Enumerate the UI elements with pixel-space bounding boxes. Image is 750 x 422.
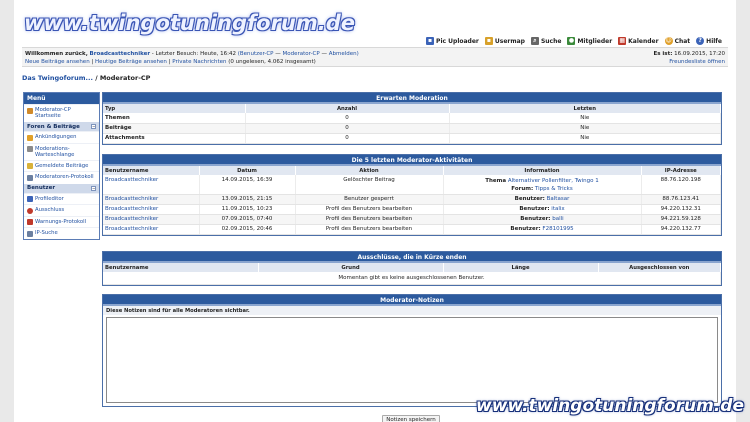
breadcrumb-root[interactable]: Das Twingoforum...	[22, 74, 93, 82]
username-link[interactable]: Broadcasttechniker	[89, 51, 151, 57]
table-row	[103, 272, 721, 284]
private-messages-link[interactable]: Private Nachrichten	[172, 59, 227, 65]
watermark-logo: www.twingotuningforum.de	[476, 396, 744, 416]
nav-chat[interactable]: ☺ Chat	[665, 37, 691, 45]
right-background-strip	[736, 0, 750, 422]
log-icon	[27, 175, 33, 181]
sidebar-item-ausschluss[interactable]: Ausschluss	[24, 204, 99, 216]
user-cp-link[interactable]: (Benutzer-CP	[237, 51, 274, 57]
table-row: Broadcasttechniker 02.09.2015, 20:46 Profil des Benutzers bearbeiten Benutzer: F28101995 94.220.132.77	[103, 224, 721, 234]
awaiting-moderation-table	[103, 104, 721, 144]
sidebar-item-ip-suche[interactable]: IP-Suche	[24, 227, 99, 239]
column-header: IP-Adresse	[641, 166, 721, 175]
moderator-cp-link[interactable]: Moderator-CP	[282, 51, 320, 57]
empty-message: Momentan gibt es keine ausgeschlossenen Benutzer.	[103, 272, 721, 284]
chat-icon: ☺	[665, 37, 672, 44]
calendar-icon: ▦	[619, 37, 625, 44]
page-title: Moderator-CP	[99, 74, 151, 82]
table-row: Broadcasttechniker 13.09.2015, 21:15 Benutzer gesperrt Benutzer: Baltasar 88.76.123.41	[103, 194, 721, 204]
username-link[interactable]: Broadcasttechniker	[105, 196, 159, 202]
report-icon	[27, 163, 33, 169]
table-row: Beiträge 0 Nie	[103, 123, 721, 133]
nav-suche[interactable]: ⌕ Suche	[531, 37, 562, 45]
user-link[interactable]: balli	[552, 216, 564, 222]
sidebar-item-startseite[interactable]: Moderator-CP Startseite	[24, 104, 99, 121]
current-time: Es ist: 16.09.2015, 17:20	[653, 51, 725, 57]
column-header: Information	[443, 166, 641, 175]
queue-icon	[27, 146, 33, 152]
sidebar-section-benutzer[interactable]: Benutzer −	[24, 183, 99, 193]
menu-title: Menü	[24, 93, 99, 104]
username-link[interactable]: Broadcasttechniker	[105, 226, 159, 232]
column-header: Anzahl	[245, 104, 449, 113]
panel-title: Ausschlüsse, die in Kürze enden	[103, 252, 721, 263]
welcome-line: Willkommen zurück, Broadcasttechniker - Letzter Besuch: Heute, 16:42 (Benutzer-CP — Moderator-CP — Abmelden)	[25, 51, 359, 57]
search-icon: ⌕	[531, 37, 539, 45]
user-info-bar	[22, 47, 728, 67]
collapse-icon[interactable]: −	[92, 185, 96, 191]
column-header: Letzten	[449, 104, 721, 113]
home-icon	[27, 108, 33, 114]
quick-links: Neue Beiträge ansehen | Heutige Beiträge ansehen | Private Nachrichten (0 ungelesen, 4.062 insgesamt)	[25, 59, 316, 65]
save-notes-button[interactable]: Notizen speichern	[382, 415, 440, 422]
column-header: Grund	[258, 263, 443, 272]
help-icon: ?	[696, 37, 704, 45]
users-icon: ●	[568, 37, 575, 44]
user-link[interactable]: Baltasar	[546, 196, 570, 202]
sidebar-item-warteschlange[interactable]: Moderations-Warteschlange	[24, 143, 99, 160]
top-navigation	[426, 37, 722, 45]
column-header: Benutzername	[103, 263, 258, 272]
panel-title: Erwarten Moderation	[103, 93, 721, 104]
user-link[interactable]: F28101995	[542, 226, 574, 232]
table-row: Broadcasttechniker 07.09.2015, 07:40 Profil des Benutzers bearbeiten Benutzer: balli 94.221.59.128	[103, 214, 721, 224]
logout-link[interactable]: Abmelden)	[328, 51, 359, 57]
panel-title: Moderator-Notizen	[103, 295, 721, 306]
nav-usermap[interactable]: ▪ Usermap	[486, 37, 525, 45]
bans-ending-table	[103, 263, 721, 285]
moderator-notes-panel	[102, 294, 722, 407]
username-link[interactable]: Broadcasttechniker	[105, 177, 159, 183]
moderator-activities-panel	[102, 154, 722, 236]
forum-link[interactable]: Tipps & Tricks	[534, 186, 573, 192]
column-header: Länge	[443, 263, 598, 272]
nav-mitglieder[interactable]: ● Mitglieder	[568, 37, 613, 45]
ip-search-icon	[27, 231, 33, 237]
table-row: Broadcasttechniker 11.09.2015, 10:23 Profil des Benutzers bearbeiten Benutzer: italix 94.220.132.31	[103, 204, 721, 214]
collapse-icon[interactable]: −	[92, 124, 96, 129]
user-link[interactable]: italix	[551, 206, 565, 212]
panel-title: Die 5 letzten Moderator-Aktivitäten	[103, 155, 721, 166]
awaiting-moderation-panel	[102, 92, 722, 145]
forum-page	[14, 0, 736, 422]
new-posts-link[interactable]: Neue Beiträge ansehen	[25, 59, 90, 65]
table-row: Attachments 0 Nie	[103, 133, 721, 143]
sidebar-item-gemeldete-beitraege[interactable]: Gemeldete Beiträge	[24, 160, 99, 172]
table-row: Broadcasttechniker 14.09.2015, 16:39 Gelöschter Beitrag Thema Alternativer Pollenfilter, Twingo 1 Forum: Tipps & Tricks 88.76.120.198	[103, 175, 721, 194]
notes-textarea[interactable]	[106, 317, 718, 403]
camera-icon: ▪	[428, 37, 433, 44]
breadcrumb: Das Twingoforum... / Moderator-CP	[22, 74, 151, 82]
announcement-icon	[27, 135, 33, 141]
username-link[interactable]: Broadcasttechniker	[105, 206, 159, 212]
ban-icon	[27, 208, 33, 214]
sidebar-item-warnungs-protokoll[interactable]: Warnungs-Protokoll	[24, 216, 99, 228]
nav-hilfe[interactable]: ? Hilfe	[696, 37, 722, 45]
table-row: Themen 0 Nie	[103, 113, 721, 123]
notes-subtitle: Diese Notizen sind für alle Moderatoren sichtbar.	[103, 306, 721, 315]
left-background-strip	[0, 0, 14, 422]
column-header: Aktion	[295, 166, 443, 175]
nav-kalender[interactable]: ▦ Kalender	[619, 37, 659, 45]
column-header: Typ	[103, 104, 245, 113]
bans-ending-panel	[102, 251, 722, 286]
username-link[interactable]: Broadcasttechniker	[105, 216, 159, 222]
friends-list-link[interactable]: Freundesliste öffnen	[669, 59, 725, 65]
sidebar-item-ankuendigungen[interactable]: Ankündigungen	[24, 131, 99, 143]
sidebar-section-forum[interactable]: Foren & Beiträge −	[24, 121, 99, 131]
nav-pic-uploader[interactable]: ▪ Pic Uploader	[428, 37, 479, 45]
sidebar-item-moderatoren-protokoll[interactable]: Moderatoren-Protokoll	[24, 171, 99, 183]
site-logo[interactable]: www.twingotuningforum.de	[24, 11, 356, 35]
moderator-menu	[23, 92, 100, 240]
thread-link[interactable]: Alternativer Pollenfilter, Twingo 1	[507, 178, 599, 184]
column-header: Ausgeschlossen von	[598, 263, 721, 272]
column-header: Benutzername	[103, 166, 199, 175]
column-header: Datum	[199, 166, 295, 175]
warning-icon	[27, 219, 33, 225]
moderator-activities-table	[103, 166, 721, 235]
map-icon: ▪	[486, 37, 491, 44]
profile-icon	[27, 196, 33, 202]
sidebar-item-profileditor[interactable]: Profileditor	[24, 193, 99, 205]
today-posts-link[interactable]: Heutige Beiträge ansehen	[95, 59, 167, 65]
